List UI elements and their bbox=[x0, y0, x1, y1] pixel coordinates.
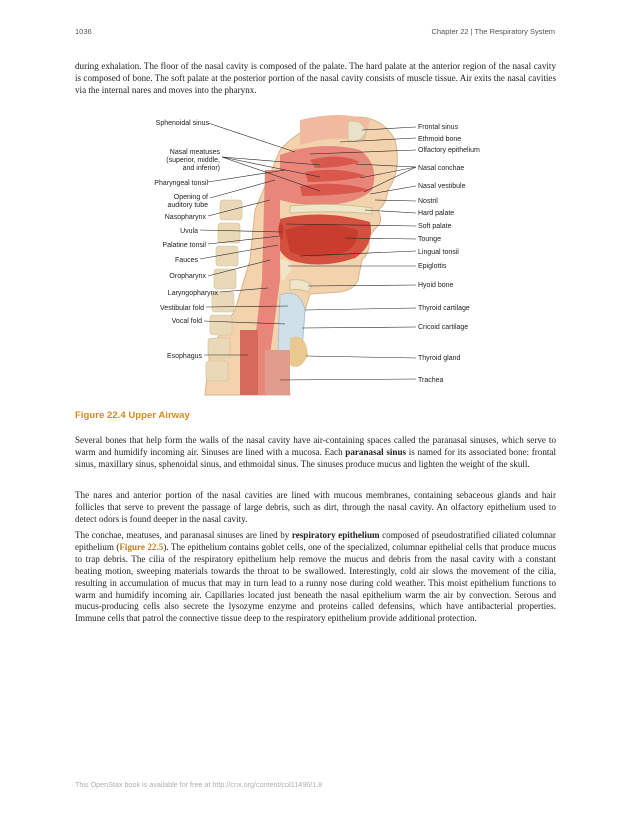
label-nostril: Nostril bbox=[418, 198, 438, 205]
label-lingual-tonsil: Lingual tonsil bbox=[418, 249, 459, 256]
label-esophagus: Esophagus bbox=[166, 353, 202, 360]
label-opening-auditory-tube-line2: auditory tube bbox=[167, 202, 208, 209]
label-nasal-meatuses: Nasal meatuses bbox=[169, 149, 220, 156]
label-thyroid-gland: Thyroid gland bbox=[418, 355, 461, 362]
page-number: 1036 bbox=[75, 27, 92, 36]
label-vestibular-fold: Vestibular fold bbox=[160, 305, 204, 312]
label-soft-palate: Soft palate bbox=[418, 223, 452, 230]
label-cricoid-cartilage: Cricoid cartilage bbox=[418, 324, 469, 331]
figure-22-5-link[interactable]: Figure 22.5 bbox=[119, 541, 164, 552]
paragraph-nares: The nares and anterior portion of the nasal cavities are lined with mucous membranes, containing sebaceous glands and hair follicles that serve to prevent the passage of large debris, such as dirt, through the nasal cavity. An olfactory epithelium used to detect odors is found deeper in the nasal cavity. bbox=[75, 490, 556, 524]
label-oropharynx: Oropharynx bbox=[169, 273, 206, 280]
label-frontal-sinus: Frontal sinus bbox=[418, 124, 459, 131]
label-nasal-vestibule: Nasal vestibule bbox=[418, 183, 466, 190]
label-fauces: Fauces bbox=[175, 257, 198, 264]
label-palatine-tonsil: Palatine tonsil bbox=[162, 242, 206, 249]
paragraph-sinuses-text-2: is named for its associated bone: frontal sinus, maxillary sinus, sphenoidal sinus, and ethmoidal sinus. The sinuses produce mucus and lighten the weight of the skull. bbox=[75, 446, 556, 469]
chapter-title: Chapter 22 | The Respiratory System bbox=[431, 27, 555, 36]
label-olfactory-epithelium: Olfactory epithelium bbox=[418, 147, 480, 154]
label-trachea: Trachea bbox=[418, 377, 444, 384]
label-vocal-fold: Vocal fold bbox=[171, 318, 202, 325]
paragraph-respiratory-epithelium bbox=[75, 530, 556, 625]
label-uvula: Uvula bbox=[180, 228, 198, 235]
page-footer: This OpenStax book is available for free at http://cnx.org/content/col11496/1.8 bbox=[75, 780, 323, 789]
upper-airway-figure bbox=[140, 110, 490, 400]
label-thyroid-cartilage: Thyroid cartilage bbox=[418, 305, 470, 312]
label-nasopharynx: Nasopharynx bbox=[164, 214, 206, 221]
paragraph-epithelium-text-1: The conchae, meatuses, and paranasal sinuses are lined by bbox=[75, 530, 292, 540]
label-hyoid-bone: Hyoid bone bbox=[418, 282, 454, 289]
label-nasal-meatuses-line2: (superior, middle, bbox=[166, 157, 220, 164]
label-epiglottis: Epiglottis bbox=[418, 263, 447, 270]
paragraph-epithelium-text-2: composed of pseudostratified ciliated columnar epithelium ( bbox=[75, 530, 556, 552]
term-paranasal-sinus: paranasal sinus bbox=[345, 446, 407, 457]
label-pharyngeal-tonsil: Pharyngeal tonsil bbox=[154, 180, 208, 187]
label-laryngopharynx: Laryngopharynx bbox=[167, 290, 218, 297]
label-sphenoidal-sinus: Sphenoidal sinus bbox=[155, 120, 209, 127]
label-ethmoid-bone: Ethmoid bone bbox=[418, 136, 462, 143]
intro-paragraph: during exhalation. The floor of the nasal cavity is composed of the palate. The hard palate at the anterior region of the nasal cavity is composed of bone. The soft palate at the posterior portion of the nasal cavity consists of muscle tissue. Air exits the nasal cavities via the internal nares and moves into the pharynx. bbox=[75, 61, 556, 95]
label-tongue: Tounge bbox=[418, 236, 441, 243]
label-hard-palate: Hard palate bbox=[418, 210, 455, 217]
label-nasal-conchae: Nasal conchae bbox=[418, 165, 465, 172]
paragraph-epithelium-text-3: ). The epithelium contains goblet cells, one of the specialized, columnar epithelial cells that produce mucus to trap debris. The cilia of the respiratory epithelium help remove the mucus and debris from the nasal cavity with a constant beating motion, sweeping materials towards the throat to be swallowed. Interestingly, cold air slows the movement of the cilia, resulting in accumulation of mucus that may in turn lead to a runny nose during cold weather. This moist epithelium functions to warm and humidify incoming air. Capillaries located just beneath the nasal epithelium warm the air by convection. Serous and mucus-producing cells also secrete the lysozyme enzyme and proteins called defensins, which have antibacterial properties. Immune cells that patrol the connective tissue deep to the respiratory epithelium provide additional protection. bbox=[75, 541, 556, 624]
upper-airway-illustration bbox=[140, 110, 490, 400]
paragraph-sinuses bbox=[75, 435, 556, 471]
paragraph-sinuses-text-1: Several bones that help form the walls of the nasal cavity have air-containing spaces called the paranasal sinuses, which serve to warm and humidify incoming air. Sinuses are lined with a mucosa. Each bbox=[75, 435, 556, 457]
label-nasal-meatuses-line3: and inferior) bbox=[182, 165, 220, 172]
label-opening-auditory-tube: Opening of bbox=[173, 194, 208, 201]
term-respiratory-epithelium: respiratory epithelium bbox=[291, 530, 380, 540]
figure-caption: Figure 22.4 Upper Airway bbox=[75, 410, 190, 421]
